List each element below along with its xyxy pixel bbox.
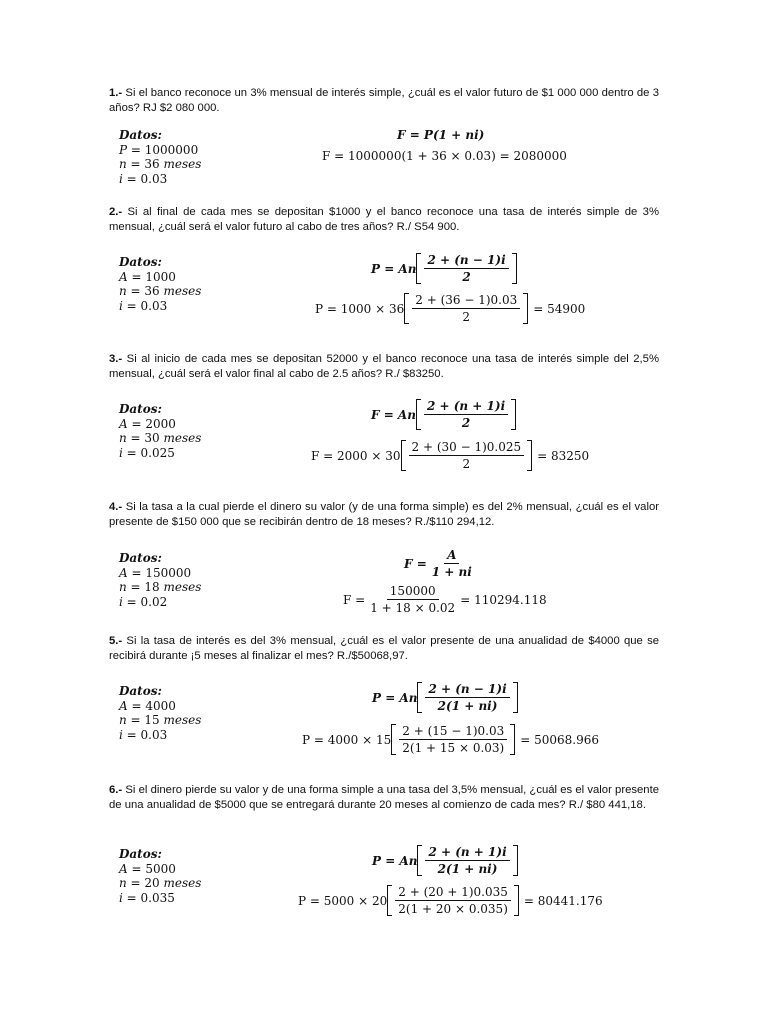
datos-title: Datos:: [119, 402, 162, 416]
datos-line: A = 150000: [119, 565, 192, 580]
problem-number: 4.-: [109, 501, 123, 513]
datos-line: i = 0.035: [119, 890, 175, 905]
general-formula: F = An $\frac{2 + (n + 1)i}{2}$: [371, 399, 516, 430]
general-formula: P = An $\frac{2 + (n - 1)i}{2(1 + ni)}$: [372, 682, 518, 713]
problem-number: 5.-: [109, 635, 123, 647]
datos-title: Datos:: [119, 128, 162, 142]
datos-line: i = 0.025: [119, 445, 175, 460]
calculation: F = 2000 × 30 $\frac{2 + (30 - 1)0.025}{2}$ = 83250: [311, 440, 590, 471]
problem-3: [109, 352, 659, 471]
problem-statement: [109, 86, 659, 116]
calculation: P = 5000 × 20 $\frac{2 + (20 + 1)0.035}{2(1 + 20 \times 0.035)}$ = 80441.176: [298, 885, 603, 916]
problem-text: Si al final de cada mes se depositan $1000 y el banco reconoce una tasa de interés simple de 3% mensual, ¿cuál será el valor futuro al cabo de tres años? R./ S54 900.: [109, 206, 659, 234]
problem-number: 2.-: [109, 206, 123, 218]
datos-line: n = 18 meses: [119, 580, 202, 594]
datos-line: n = 36 meses: [119, 157, 202, 171]
problem-text: Si el dinero pierde su valor y de una forma simple a una tasa del 3,5% mensual, ¿cuál es el valor presente de una anualidad de $5000 que se entregará durante 20 meses al comienzo de cada mes? R./ $80 441,18.: [109, 784, 659, 812]
calculation: P = 1000 × 36 $\frac{2 + (36 - 1)0.03}{2}$ = 54900: [315, 293, 586, 324]
datos-line: P = 1000000: [119, 142, 199, 157]
general-formula: P = An $\frac{2 + (n + 1)i}{2(1 + ni)}$: [372, 845, 518, 876]
problem-text: Si al inicio de cada mes se depositan 52000 y el banco reconoce una tasa de interés simple del 2,5% mensual, ¿cuál será el valor final al cabo de 2.5 años? R./ $83250.: [109, 353, 659, 381]
datos-line: i = 0.02: [119, 594, 168, 609]
general-formula: P = An $\frac{2 + (n - 1)i}{2}$: [371, 253, 517, 284]
datos-line: A = 2000: [119, 416, 176, 431]
datos-block: [119, 128, 201, 186]
datos-line: n = 30 meses: [119, 431, 202, 445]
problem-number: 6.-: [109, 784, 123, 796]
problem-statement: [109, 783, 659, 813]
datos-block: [119, 402, 201, 460]
datos-block: [119, 847, 201, 905]
datos-title: Datos:: [119, 551, 162, 565]
datos-line: i = 0.03: [119, 298, 168, 313]
problem-number: 1.-: [109, 87, 123, 99]
datos-line: A = 4000: [119, 698, 176, 713]
problem-2: [109, 205, 659, 324]
datos-title: Datos:: [119, 255, 162, 269]
general-formula: F = $\frac{A}{1 + ni}$: [404, 548, 472, 579]
general-formula: F = P(1 + ni): [397, 128, 485, 142]
datos-title: Datos:: [119, 684, 162, 698]
problem-4: [109, 500, 659, 615]
datos-block: [119, 551, 201, 609]
problem-6: [109, 783, 659, 916]
problem-text: Si la tasa de interés es del 3% mensual, ¿cuál es el valor presente de una anualidad de $4000 que se recibirá durante ¡5 meses al finalizar el mes? R./$50068,97.: [109, 635, 659, 663]
datos-line: i = 0.03: [119, 171, 168, 186]
problem-statement: [109, 352, 659, 382]
datos-line: n = 36 meses: [119, 284, 202, 298]
problem-5: [109, 634, 659, 755]
calculation: F = 1000000(1 + 36 × 0.03) = 2080000: [322, 149, 567, 163]
datos-block: [119, 684, 201, 742]
problem-text: Si la tasa a la cual pierde el dinero su valor (y de una forma simple) es del 2% mensual, ¿cuál es el valor presente de $150 000 que se recibirán dentro de 18 meses? R./$110 294,12.: [109, 501, 659, 529]
datos-title: Datos:: [119, 847, 162, 861]
calculation: F = $\frac{150000}{1 + 18 \times 0.02}$ = 110294.118: [343, 584, 547, 615]
problem-1: [109, 86, 659, 186]
datos-line: n = 20 meses: [119, 876, 202, 890]
datos-line: A = 1000: [119, 269, 176, 284]
problem-statement: [109, 634, 659, 664]
problem-number: 3.-: [109, 353, 123, 365]
datos-line: i = 0.03: [119, 727, 168, 742]
calculation: P = 4000 × 15 $\frac{2 + (15 - 1)0.03}{2(1 + 15 \times 0.03)}$ = 50068.966: [302, 724, 600, 755]
problem-statement: [109, 500, 659, 530]
problem-statement: [109, 205, 659, 235]
datos-line: A = 5000: [119, 861, 176, 876]
problem-text: Si el banco reconoce un 3% mensual de interés simple, ¿cuál es el valor futuro de $1 000 000 dentro de 3 años? RJ $2 080 000.: [109, 87, 659, 115]
datos-block: [119, 255, 201, 313]
datos-line: n = 15 meses: [119, 713, 202, 727]
